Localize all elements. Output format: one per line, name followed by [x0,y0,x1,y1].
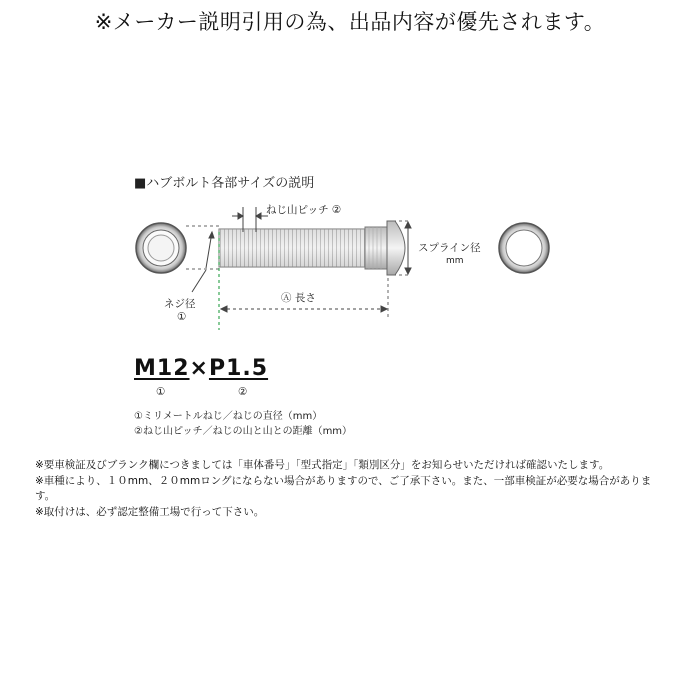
legend-item: ②ねじ山ピッチ／ねじの山と山との距離（mm） [134,426,353,437]
spline-diameter-label: スプライン径 [418,242,481,254]
spline-unit-label: mm [446,256,464,266]
spec-legend [134,409,352,439]
spec-pitch-index: ② [238,386,248,398]
spec-pitch: P1.5 [208,356,269,381]
section-title: ■ハブボルト各部サイズの説明 [134,176,315,191]
spec-thread-size: M12 [134,356,190,381]
bolt-end-view-left [136,223,186,273]
notes [35,458,670,520]
legend-item: ①ミリメートルねじ／ねじの直径（mm） [134,411,323,422]
spec-separator: × [189,356,209,381]
note-item: ※要車検証及びブランク欄につきましては「車体番号」「型式指定」「類別区分」をお知らせいただければ確認いたします。 [35,459,610,471]
bolt-side-view [219,221,405,275]
page-header-notice: ※メーカー説明引用の為、出品内容が優先されます。 [94,10,606,34]
spline-dimension [405,222,411,274]
spec-thread-index: ① [156,386,166,398]
note-item: ※車種により、１０mm、２０mmロングにならない場合がありますので、ご了承下さい。また、一部車検証が必要な場合があります。 [35,474,652,503]
length-dimension [221,306,387,312]
thread-diameter-index: ① [177,311,187,323]
thread-diameter-label: ネジ径 [164,298,196,310]
note-item: ※取付けは、必ず認定整備工場で行って下さい。 [35,505,265,518]
bolt-spec [134,356,268,381]
length-label: Ⓐ 長さ [281,292,316,304]
pitch-dimension [232,207,268,232]
bolt-end-view-right [499,223,549,273]
thread-diameter-dimension [192,232,214,292]
pitch-label: ねじ山ピッチ ② [266,204,342,216]
